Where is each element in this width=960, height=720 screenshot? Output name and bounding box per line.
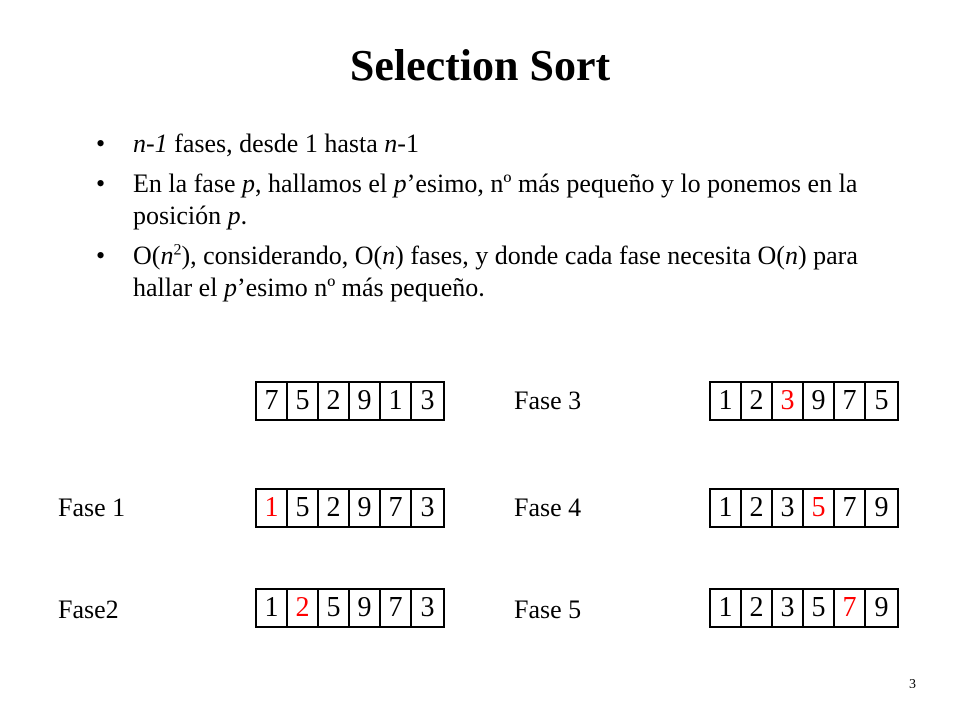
- bullet-dot-icon: •: [96, 129, 106, 158]
- array-cell: 9: [874, 492, 889, 523]
- array-cell: 7: [835, 383, 866, 419]
- array-cell: 2: [742, 590, 773, 626]
- array-initial: [255, 381, 445, 421]
- array-cell: 5: [288, 490, 319, 526]
- array-cell: 2: [742, 490, 773, 526]
- array-cell: 7: [835, 490, 866, 526]
- bullet-phases: • n-1 fases, desde 1 hasta n-1: [96, 129, 419, 158]
- array-cell: 3: [773, 383, 804, 419]
- page-number: 3: [909, 677, 916, 692]
- array-cell: 1: [711, 490, 742, 526]
- bullet-dot-icon: •: [96, 241, 106, 270]
- array-cell: 2: [742, 383, 773, 419]
- array-cell: 9: [350, 490, 381, 526]
- phase-label-2: Fase2: [58, 595, 119, 624]
- array-cell: 9: [874, 592, 889, 623]
- phase-label-4: Fase 4: [514, 493, 582, 522]
- array-cell: 1: [257, 590, 288, 626]
- array-cell: 1: [711, 590, 742, 626]
- array-cell: 7: [381, 590, 412, 626]
- array-cell: 5: [288, 383, 319, 419]
- array-cell: 3: [420, 592, 435, 623]
- array-fase-3: [709, 381, 899, 421]
- bullet-complexity: • $O(n^2)$, considerando, O(n) fases, y donde cada fase necesita O(n) para hallar el p’esimo nº más pequeño.: [96, 241, 858, 302]
- array-cell: 3: [773, 590, 804, 626]
- bullet-list: [96, 128, 896, 312]
- array-cell: 7: [257, 383, 288, 419]
- array-cell: 5: [804, 590, 835, 626]
- array-cell: 1: [381, 383, 412, 419]
- array-fase-2: [255, 588, 445, 628]
- array-fase-5: [709, 588, 899, 628]
- array-cell: 3: [420, 385, 435, 416]
- array-cell: 5: [319, 590, 350, 626]
- array-cell: 2: [319, 490, 350, 526]
- array-cell: 2: [319, 383, 350, 419]
- slide-title: Selection Sort: [349, 41, 611, 90]
- bullet-dot-icon: •: [96, 169, 106, 198]
- array-cell: 2: [288, 590, 319, 626]
- array-cell: 3: [773, 490, 804, 526]
- array-cell: 7: [835, 590, 866, 626]
- array-cell: 1: [257, 490, 288, 526]
- array-fase-4: [709, 488, 899, 528]
- array-cell: 9: [804, 383, 835, 419]
- array-cell: 9: [350, 383, 381, 419]
- array-fase-1: [255, 488, 445, 528]
- array-cell: 5: [874, 385, 889, 416]
- bullet-phase-p: • En la fase p, hallamos el p’esimo, nº más pequeño y lo ponemos en la posición p.: [96, 169, 858, 230]
- phase-label-1: Fase 1: [58, 493, 126, 522]
- array-cell: 3: [420, 492, 435, 523]
- array-cell: 9: [350, 590, 381, 626]
- array-cell: 7: [381, 490, 412, 526]
- array-cell: 1: [711, 383, 742, 419]
- array-cell: 5: [804, 490, 835, 526]
- phase-label-5: Fase 5: [514, 595, 582, 624]
- phase-label-3: Fase 3: [514, 386, 582, 415]
